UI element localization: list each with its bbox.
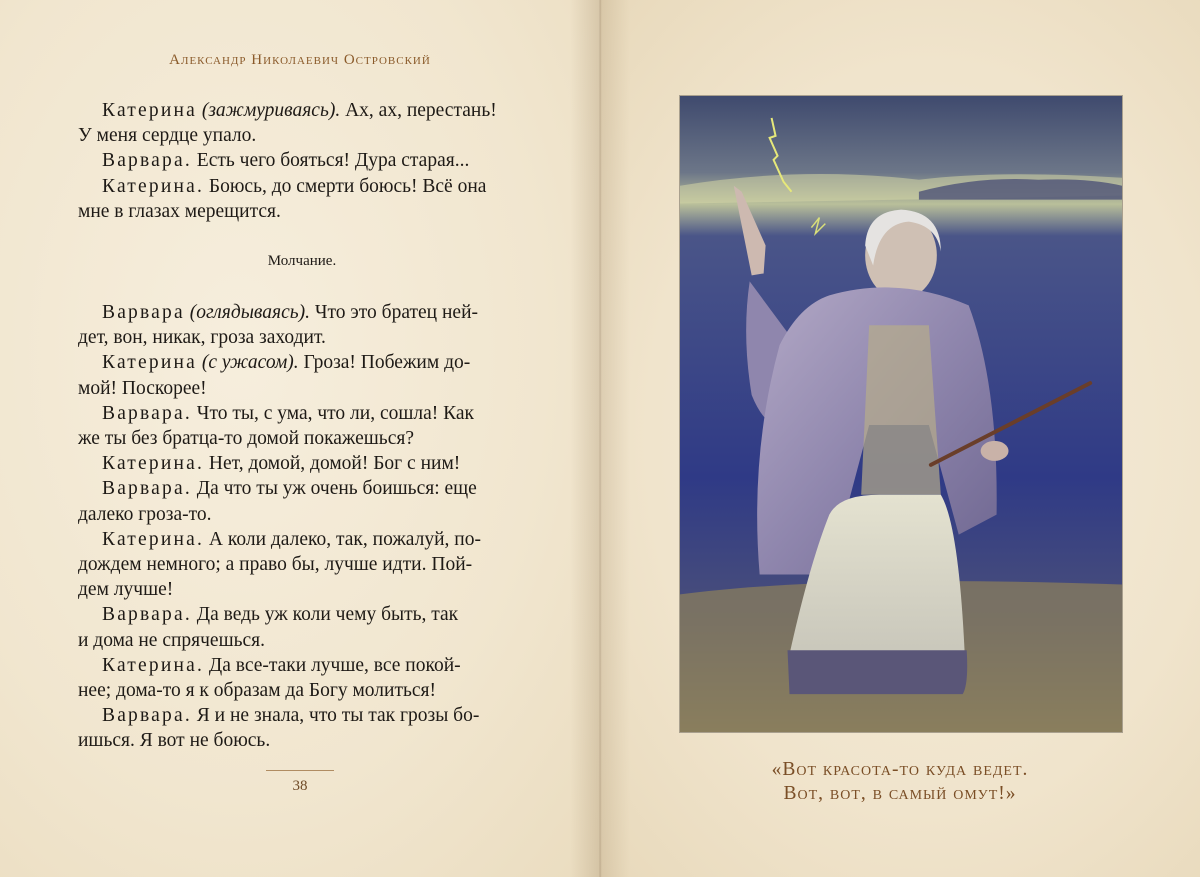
speaker-name: Катерина. — [102, 453, 205, 475]
line-text: Гроза! Побежим до- мой! Поскорее! — [78, 352, 471, 399]
line-text: Есть чего бояться! Дура старая... — [196, 150, 470, 172]
line-text: Я и не знала, что ты так грозы бо- ишься. Я вот не боюсь. — [78, 705, 480, 752]
right-page — [600, 0, 1200, 877]
dialogue-line — [78, 602, 526, 652]
play-text — [78, 98, 526, 754]
line-text: Нет, домой, домой! Бог с ним! — [208, 453, 461, 475]
speaker-name: Катерина. — [102, 175, 205, 197]
dialogue-line — [78, 300, 526, 350]
line-text: Да все-таки лучше, все покой- нее; дома-то я к образам да Богу молиться! — [78, 654, 461, 702]
page-number-rule — [266, 770, 334, 771]
line-text: Что это братец ней- дет, вон, никак, гроза заходит. — [78, 302, 479, 349]
speaker-name: Катерина — [102, 100, 197, 121]
dialogue-line — [78, 350, 526, 400]
illustration-caption — [600, 758, 1200, 806]
dialogue-line — [78, 148, 526, 173]
dialogue-line — [78, 98, 526, 148]
line-text: А коли далеко, так, пожалуй, по- дождем немного; а право бы, лучше идти. Пой- дем лучше! — [78, 528, 481, 601]
speaker-name: Варвара — [102, 302, 185, 324]
line-text: Что ты, с ума, что ли, сошла! Как же ты без братца-то домой покажешься? — [78, 402, 475, 450]
stage-aside: (оглядываясь). — [189, 302, 310, 324]
line-text: Да ведь уж коли чему быть, так и дома не спрячешься. — [78, 604, 459, 651]
stage-aside: (с ужасом). — [201, 352, 299, 374]
speaker-name: Катерина. — [102, 528, 205, 550]
dialogue-line — [78, 527, 526, 603]
speaker-name: Варвара. — [102, 402, 192, 424]
speaker-name: Катерина — [102, 352, 197, 374]
dialogue-line — [78, 174, 526, 224]
caption-line-1: «Вот красота-то куда ведет. — [771, 759, 1029, 780]
line-text: Ах, ах, перестань! У меня сердце упало. — [78, 100, 497, 147]
speaker-name: Варвара. — [102, 604, 192, 626]
illustration-old-woman-in-storm — [679, 95, 1123, 733]
dialogue-line — [78, 451, 526, 476]
speaker-name: Варвара. — [102, 478, 192, 500]
page-number: 38 — [292, 778, 308, 794]
line-text: Боюсь, до смерти боюсь! Всё она мне в глазах мерещится. — [78, 175, 487, 222]
skirt-hem — [788, 650, 968, 694]
line-text: Да что ты уж очень боишься: еще далеко гроза-то. — [78, 478, 477, 525]
dialogue-line — [78, 476, 526, 526]
stage-direction: Молчание. — [267, 253, 337, 270]
running-head: Александр Николаевич Островский — [169, 52, 431, 68]
speaker-name: Варвара. — [102, 150, 192, 172]
dialogue-line — [78, 703, 526, 753]
speaker-name: Катерина. — [102, 654, 205, 676]
caption-line-2: Вот, вот, в самый омут!» — [783, 783, 1017, 804]
dialogue-line — [78, 653, 526, 703]
illustration-drawing — [680, 96, 1122, 732]
dialogue-line — [78, 401, 526, 451]
speaker-name: Варвара. — [102, 705, 192, 727]
stage-aside: (зажмуриваясь). — [201, 100, 341, 121]
blouse — [861, 325, 941, 494]
hand-on-cane — [981, 441, 1009, 461]
